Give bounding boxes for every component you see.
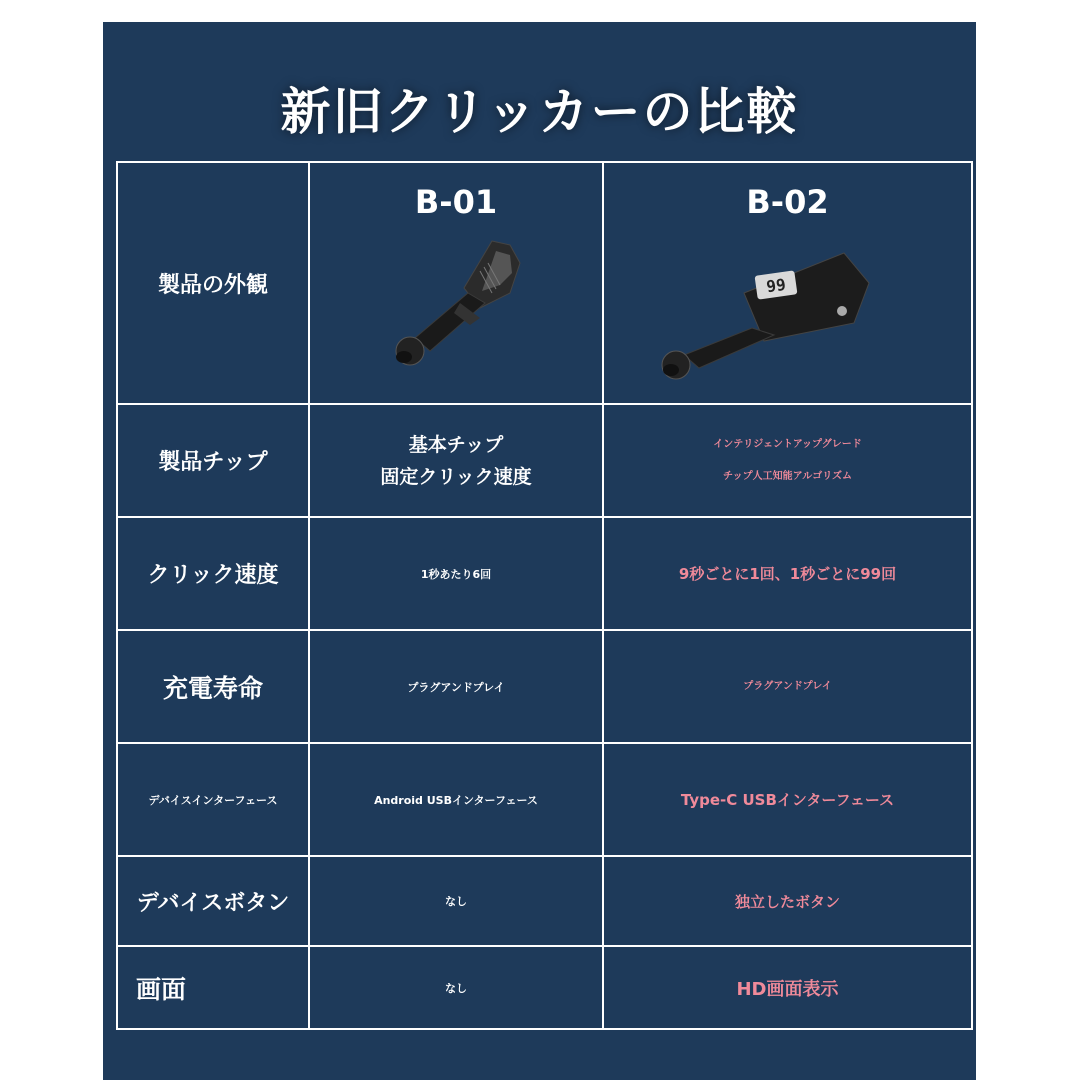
b01-value: プラグアンドプレイ: [309, 630, 603, 743]
product-b02-cell: [603, 162, 972, 404]
b01-value: なし: [309, 946, 603, 1029]
b02-value: HD画面表示: [603, 946, 972, 1029]
table-row: [117, 404, 972, 517]
clicker-b01-image: [360, 233, 550, 383]
row-label: 画面: [117, 946, 309, 1029]
row-label: 製品チップ: [117, 404, 309, 517]
b01-chip-line2: 固定クリック速度: [380, 465, 532, 488]
b01-value: Android USBインターフェース: [309, 743, 603, 856]
b01-value: [309, 404, 603, 517]
row-label: クリック速度: [117, 517, 309, 630]
table-row: [117, 856, 972, 946]
b02-value: [603, 404, 972, 517]
b01-chip-line1: 基本チップ: [408, 433, 504, 456]
b02-value: 独立したボタン: [603, 856, 972, 946]
table-row: [117, 630, 972, 743]
b02-value: 9秒ごとに1回、1秒ごとに99回: [603, 517, 972, 630]
page-title: 新旧クリッカーの比較: [280, 83, 799, 141]
row-label: デバイスボタン: [117, 856, 309, 946]
display-digits: 99: [765, 274, 787, 297]
row-label: 充電寿命: [117, 630, 309, 743]
product-b01-cell: [309, 162, 603, 404]
b01-value: なし: [309, 856, 603, 946]
b02-value: プラグアンドプレイ: [603, 630, 972, 743]
row-label: 製品の外観: [117, 162, 309, 404]
comparison-panel: [103, 22, 976, 1080]
b01-value: 1秒あたり6回: [309, 517, 603, 630]
table-row: [117, 946, 972, 1029]
model-b01-heading: B-01: [414, 183, 498, 221]
clicker-b02-image: [644, 233, 884, 383]
b02-chip-line1: インテリジェントアップグレード: [713, 438, 862, 450]
table-row: [117, 162, 972, 404]
table-row: [117, 517, 972, 630]
comparison-table: [116, 161, 973, 1030]
model-b02-heading: B-02: [746, 183, 829, 221]
b02-value: Type-C USBインターフェース: [603, 743, 972, 856]
b02-chip-line2: チップ人工知能アルゴリズム: [722, 470, 853, 482]
row-label: デバイスインターフェース: [117, 743, 309, 856]
table-row: [117, 743, 972, 856]
